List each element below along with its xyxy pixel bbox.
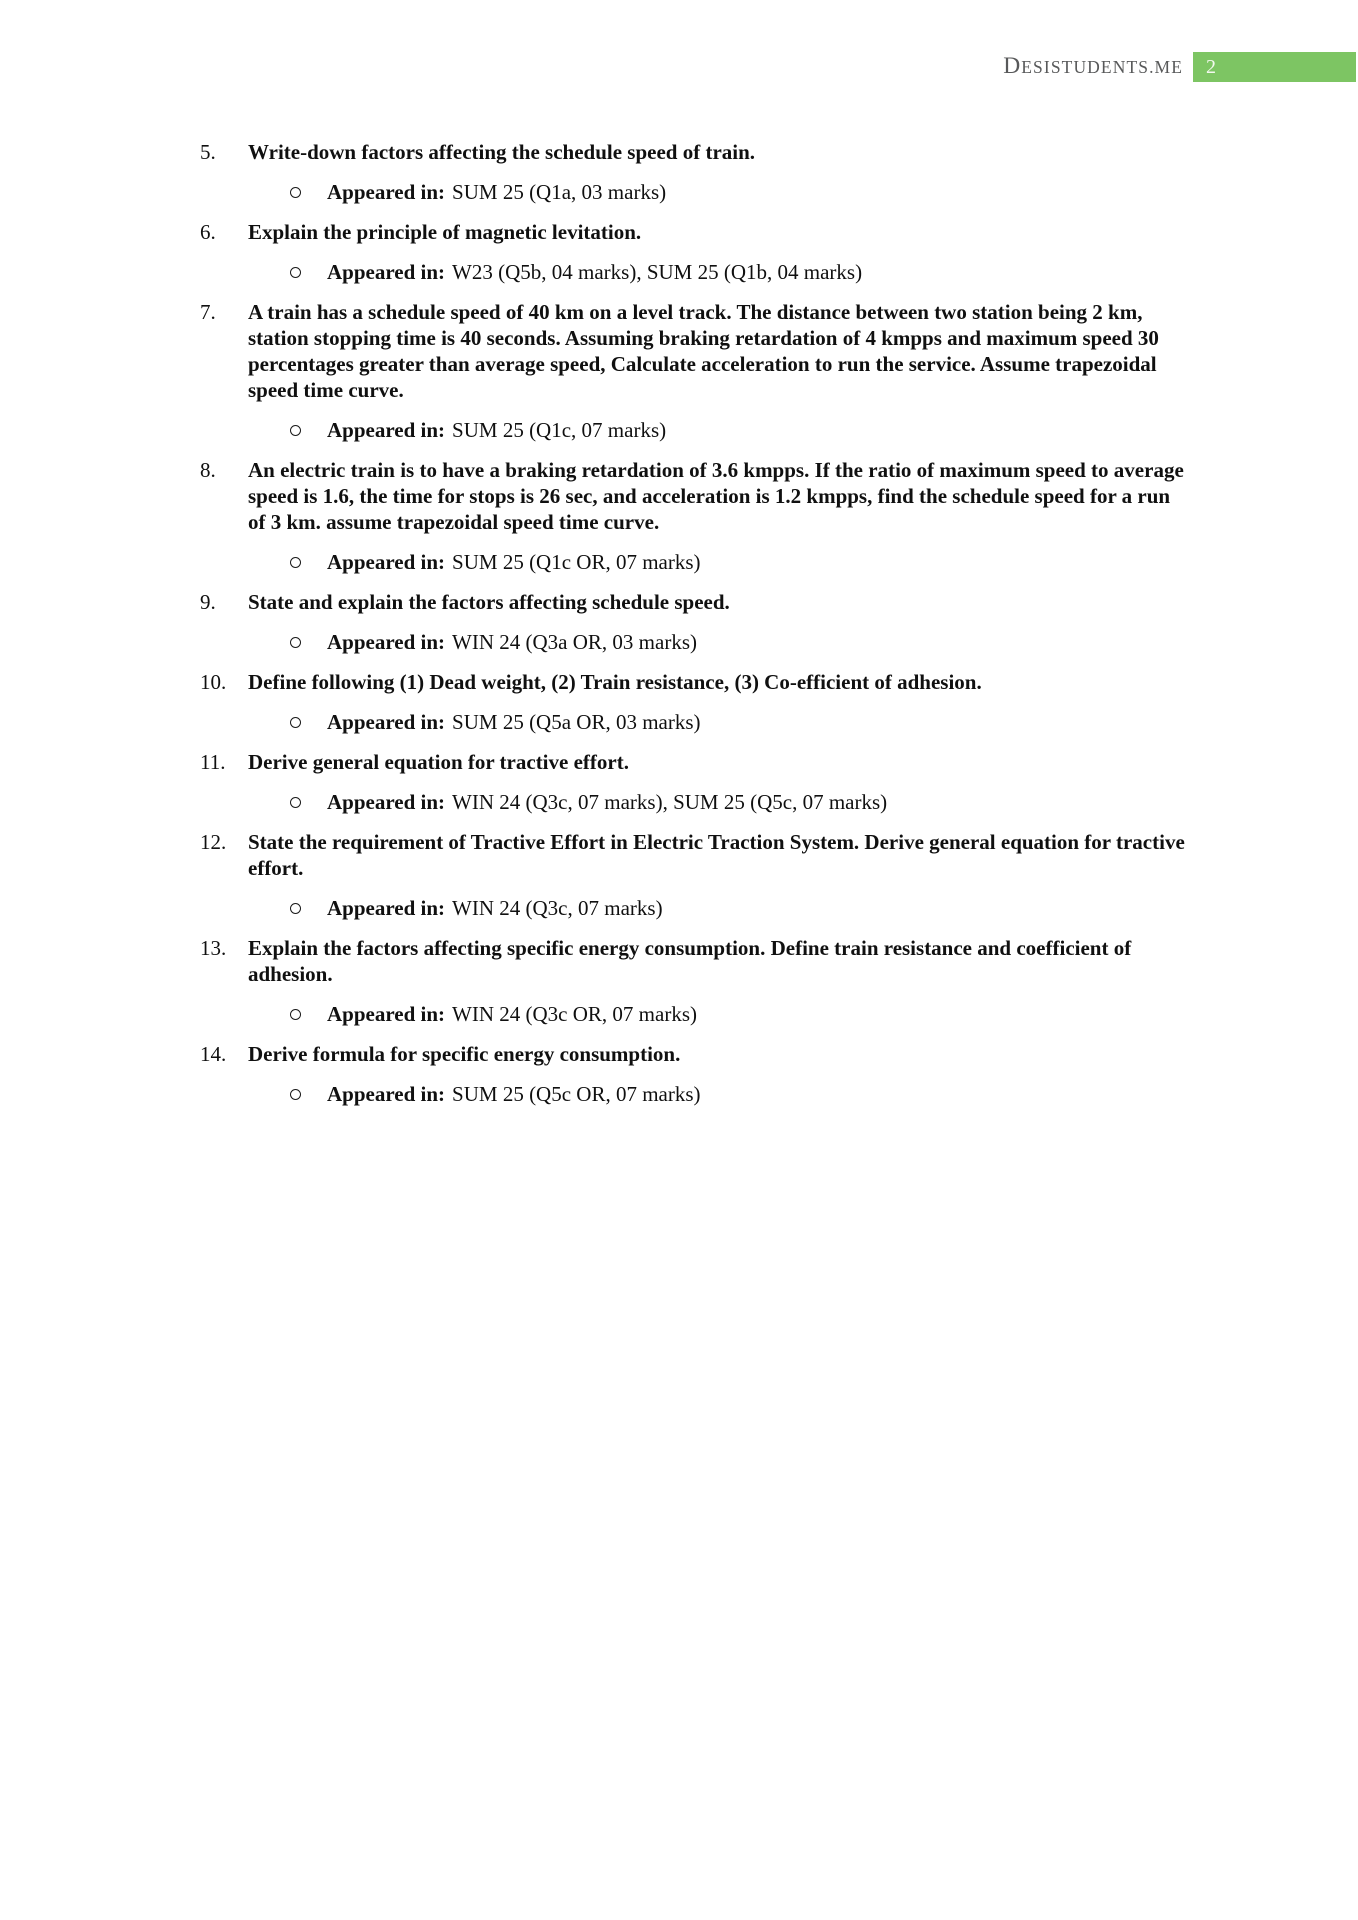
question-row [200,589,1190,615]
page-number-badge [1193,52,1356,82]
circle-bullet-icon [290,1089,301,1100]
question-number: 6. [200,220,216,244]
appeared-text [327,629,697,655]
question-number: 5. [200,140,216,164]
appeared-label: Appeared in: [327,790,446,814]
appeared-row [290,179,1190,205]
appeared-row [290,1081,1190,1107]
question-row [200,139,1190,165]
appeared-row [290,259,1190,285]
question-item [200,749,1190,815]
circle-bullet-icon [290,557,301,568]
question-row [200,219,1190,245]
appeared-label: Appeared in: [327,630,446,654]
appeared-text [327,789,887,815]
appeared-row [290,549,1190,575]
question-text: Write-down factors affecting the schedule speed of train. [248,140,756,164]
question-number: 11. [200,750,226,774]
question-number: 13. [200,936,227,960]
question-row [200,669,1190,695]
appeared-label: Appeared in: [327,710,446,734]
page-number: 2 [1206,56,1216,78]
appeared-value: SUM 25 (Q1c OR, 07 marks) [452,550,701,574]
question-row [200,299,1190,403]
question-text: Derive general equation for tractive effort. [248,750,629,774]
question-text: Define following (1) Dead weight, (2) Train resistance, (3) Co-efficient of adhesion. [248,670,982,694]
question-item [200,299,1190,443]
appeared-text [327,1001,697,1027]
question-item [200,669,1190,735]
site-name-text: DESISTUDENTS.ME [1003,53,1183,80]
question-text: Explain the factors affecting specific energy consumption. Define train resistance and coefficient of adhesion. [248,936,1132,986]
circle-bullet-icon [290,1009,301,1020]
appeared-label: Appeared in: [327,1082,446,1106]
question-item [200,589,1190,655]
appeared-value: SUM 25 (Q1a, 03 marks) [452,180,667,204]
appeared-row [290,895,1190,921]
appeared-row [290,629,1190,655]
appeared-text [327,179,666,205]
appeared-value: SUM 25 (Q1c, 07 marks) [452,418,667,442]
appeared-text [327,709,701,735]
appeared-text [327,417,666,443]
appeared-label: Appeared in: [327,550,446,574]
appeared-row [290,417,1190,443]
circle-bullet-icon [290,187,301,198]
question-number: 14. [200,1042,227,1066]
circle-bullet-icon [290,267,301,278]
question-item [200,219,1190,285]
appeared-text [327,1081,701,1107]
question-text: Explain the principle of magnetic levitation. [248,220,642,244]
question-item [200,935,1190,1027]
page-header [0,52,1358,82]
question-row [200,935,1190,987]
question-row [200,457,1190,535]
circle-bullet-icon [290,903,301,914]
appeared-label: Appeared in: [327,418,446,442]
appeared-value: WIN 24 (Q3c, 07 marks) [452,896,663,920]
question-item [200,829,1190,921]
appeared-text [327,259,862,285]
question-row [200,1041,1190,1067]
circle-bullet-icon [290,797,301,808]
appeared-label: Appeared in: [327,180,446,204]
question-row [200,749,1190,775]
question-item [200,1041,1190,1107]
appeared-label: Appeared in: [327,896,446,920]
question-number: 7. [200,300,216,324]
circle-bullet-icon [290,637,301,648]
appeared-value: WIN 24 (Q3c OR, 07 marks) [452,1002,697,1026]
question-number: 8. [200,458,216,482]
appeared-row [290,789,1190,815]
appeared-row [290,1001,1190,1027]
appeared-value: SUM 25 (Q5a OR, 03 marks) [452,710,701,734]
appeared-label: Appeared in: [327,1002,446,1026]
question-list [200,139,1190,1121]
question-item [200,139,1190,205]
question-number: 10. [200,670,227,694]
appeared-value: W23 (Q5b, 04 marks), SUM 25 (Q1b, 04 marks) [452,260,863,284]
question-row [200,829,1190,881]
circle-bullet-icon [290,425,301,436]
question-number: 12. [200,830,227,854]
question-text: State the requirement of Tractive Effort in Electric Traction System. Derive general equation for tractive effort. [248,830,1185,880]
appeared-row [290,709,1190,735]
question-text: An electric train is to have a braking retardation of 3.6 kmpps. If the ratio of maximum speed to average speed is 1.6, the time for stops is 26 sec, and acceleration is 1.2 kmpps, find the schedule speed for a run of 3 km. assume trapezoidal speed time curve. [248,458,1184,534]
appeared-label: Appeared in: [327,260,446,284]
question-item [200,457,1190,575]
question-number: 9. [200,590,216,614]
appeared-value: WIN 24 (Q3a OR, 03 marks) [452,630,697,654]
appeared-value: SUM 25 (Q5c OR, 07 marks) [452,1082,701,1106]
circle-bullet-icon [290,717,301,728]
question-text: Derive formula for specific energy consumption. [248,1042,681,1066]
appeared-value: WIN 24 (Q3c, 07 marks), SUM 25 (Q5c, 07 marks) [452,790,888,814]
question-text: State and explain the factors affecting schedule speed. [248,590,730,614]
appeared-text [327,549,701,575]
question-text: A train has a schedule speed of 40 km on a level track. The distance between two station being 2 km, station stopping time is 40 seconds. Assuming braking retardation of 4 kmpps and maximum speed 30 percentages greater than average speed, Calculate acceleration to run the service. Assume trapezoidal speed time curve. [248,300,1159,402]
appeared-text [327,895,663,921]
